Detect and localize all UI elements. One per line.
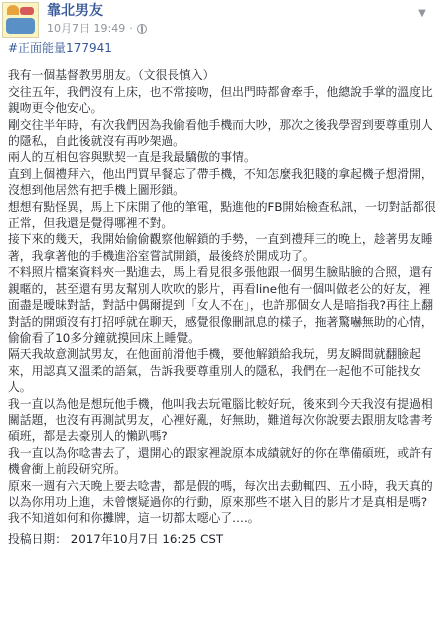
post-paragraph: 交往五年，我們沒有上床，也不常接吻，但出門時都會牽手，他總說手掌的溫度比親吻更令他安心。 [8, 84, 433, 116]
submission-date: 投稿日期： 2017年10月7日 16:25 CST [8, 531, 224, 546]
post-timestamp[interactable]: 10月7日 19:49 [47, 22, 126, 35]
post-paragraph: 隔天我故意測試男友，在他面前滑他手機，要他解鎖給我玩，男友瞬間就翻臉起來，用認真又溫柔的語氣，告訴我要尊重別人的隱私，我們在一起他不可能找女人。 [8, 347, 421, 395]
globe-icon [137, 24, 147, 34]
chevron-down-icon[interactable]: ▼ [418, 8, 426, 19]
post-body [8, 40, 436, 547]
post-paragraph: 不料照片檔案資料夾一點進去，馬上看見很多張他跟一個男生臉貼臉的合照，還有親暱的，甚至還有男友幫別人吹吹的影片，再看line他有一個叫做老公的好友，裡面盡是曖昧對話，對話中偶爾提到「女人不在」，也許那個女人是暗指我?再往上翻對話的開頭沒有打招呼就在聊天，感覺很像刪訊息的樣子，拖著驚嚇無助的心情，偷偷看了10多分鐘就摸回床上睡覺。 [8, 265, 434, 345]
post-meta [47, 21, 147, 37]
post-paragraph: 想想有點怪異，馬上下床開了他的筆電，點進他的FB開始檢查私訊，一切對話都很正常，但我還是覺得哪裡不對。 [8, 199, 436, 231]
post-paragraph: 接下來的幾天，我開始偷偷觀察他解鎖的手勢，一直到禮拜三的晚上，趁著男友睡著，我拿著他的手機進浴室嘗試開鎖，最後終於開成功了。 [8, 232, 433, 263]
post-paragraph: 剛交往半年時，有次我們因為我偷看他手機而大吵，那次之後我學習到要尊重別人的隱私，自此後就沒有再吵架過。 [8, 117, 433, 149]
post-paragraph: 我一直以為他是想玩他手機，他叫我去玩電腦比較好玩，後來到今天我沒有提過相關話題，也沒有再測試男友，心裡好亂，好無助，難道每次你說要去跟朋友唸書考碩班，都是去豪別人的懶趴嗎? [8, 396, 433, 444]
post-paragraph: 我有一個基督教男朋友。（文很長慎入） [8, 68, 215, 83]
page-avatar[interactable] [2, 2, 39, 38]
post-paragraph: 原來一週有六天晚上要去唸書，都是假的嗎，每次出去動輒四、五小時，我天真的以為你用功上進，未曾懷疑過你的行動，原來那些不堪入目的影片才是真相是嗎? [8, 478, 433, 509]
hashtag-link[interactable]: #正面能量177941 [8, 41, 112, 55]
post-paragraph: 兩人的互相包容與默契一直是我最驕傲的事情。 [8, 150, 256, 165]
meta-separator: · [129, 22, 133, 35]
post-paragraph: 直到上個禮拜六，他出門買早餐忘了帶手機，不知怎麼我犯賤的拿起機子想滑開，沒想到他居然有把手機上圖形鎖。 [8, 166, 433, 198]
post-paragraph: 我不知道如何和你攤牌，這一切都太噁心了….。 [8, 511, 260, 526]
post-paragraph: 我一直以為你唸書去了，還開心的跟家裡說原本成績就好的你在準備碩班，或許有機會衝上前段研究所。 [8, 445, 433, 477]
post-header [0, 0, 440, 40]
page-name-link[interactable]: 靠北男友 [47, 3, 103, 19]
